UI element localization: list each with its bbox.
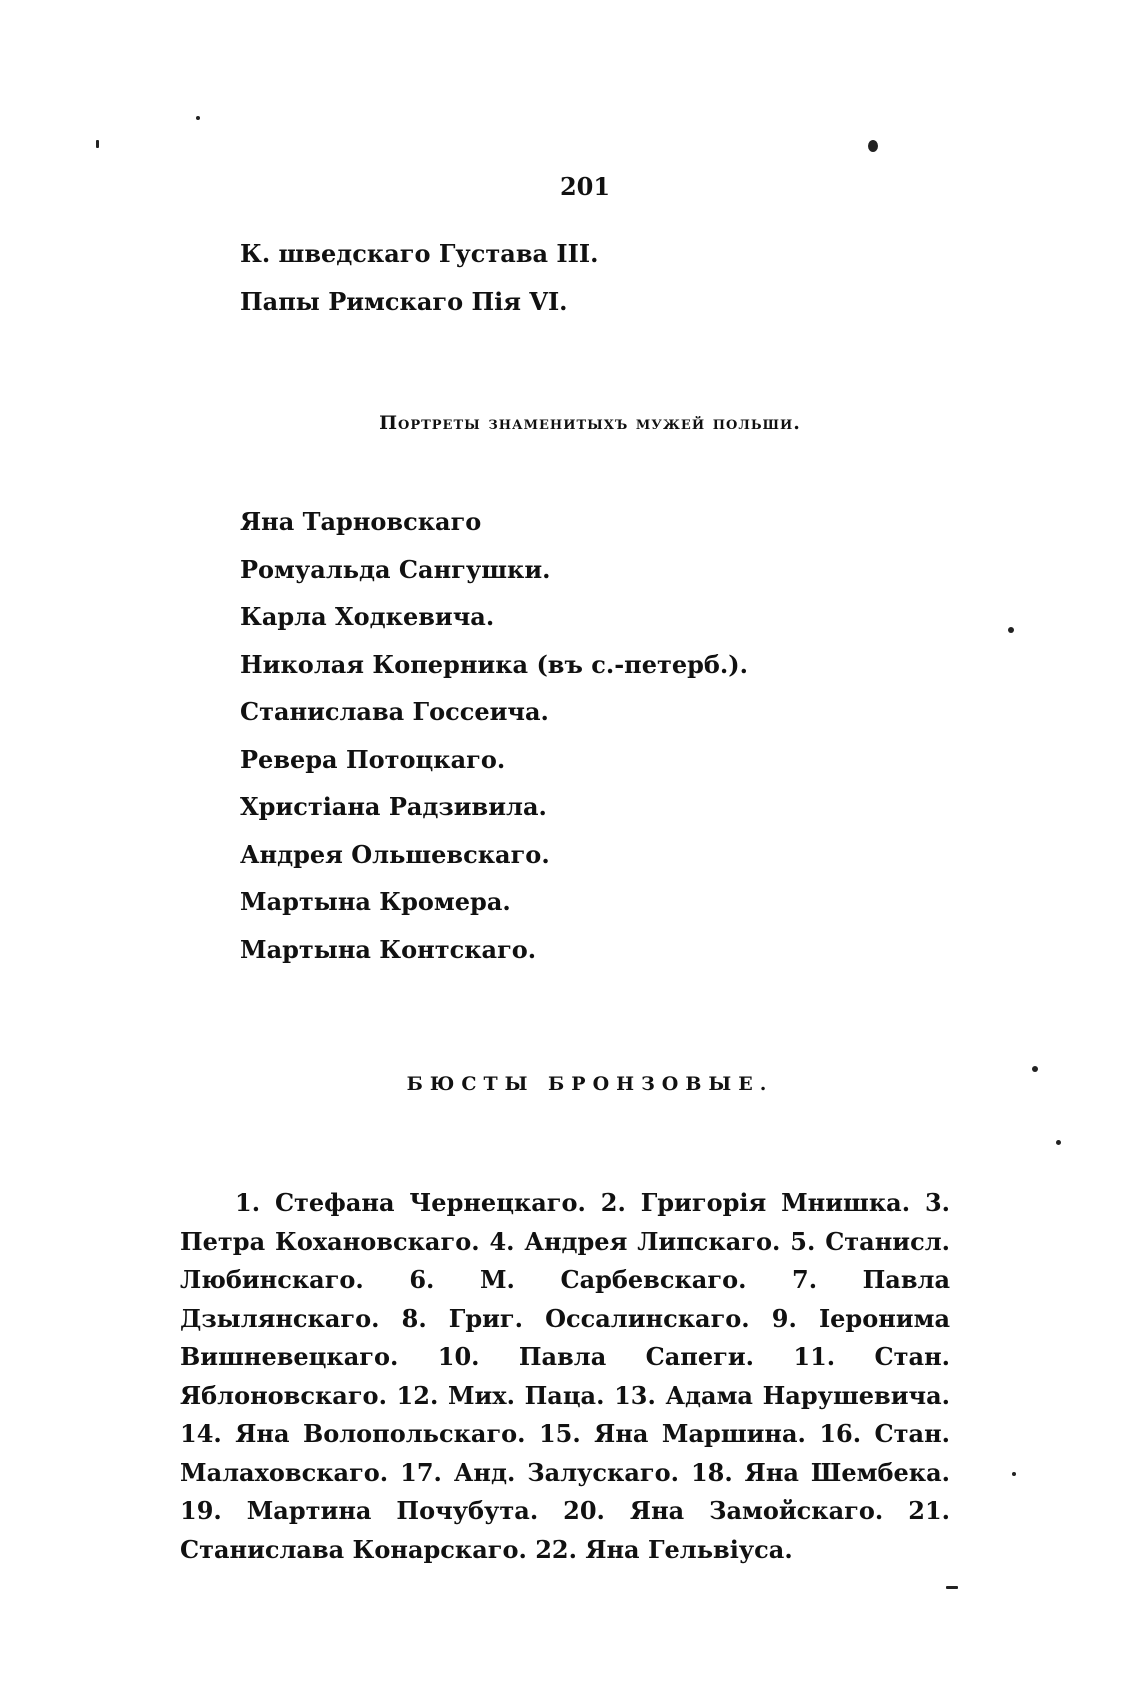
section-heading-portraits: Портреты знаменитыхъ мужей польши. (379, 412, 801, 434)
list-item: Андрея Ольшевскаго. (240, 839, 550, 869)
list-item: Мартына Кромера. (240, 887, 511, 916)
scan-speck (1056, 1140, 1061, 1145)
list-item: Мартына Контскаго. (240, 934, 537, 964)
list-item: Карла Ходкевича. (240, 602, 495, 631)
page-number: 201 (559, 172, 611, 201)
portrait-list (240, 498, 940, 973)
scan-speck (196, 116, 200, 120)
scan-speck (1012, 1472, 1016, 1476)
list-item: Николая Коперника (въ с.-петерб.). (240, 649, 748, 679)
continued-list (240, 230, 940, 326)
scan-speck (1032, 1066, 1038, 1072)
scan-speck (868, 140, 878, 152)
section-heading-busts: БЮСТЫ БРОНЗОВЫЕ. (406, 1073, 774, 1095)
list-item: Христіана Радзивила. (240, 792, 547, 821)
scan-speck (946, 1586, 958, 1589)
scan-speck (96, 140, 99, 148)
busts-paragraph: 1. Стефана Чернецкаго. 2. Григорія Мнишка. 3. Петра Кохановскаго. 4. Андрея Липскаго. 5. Станисл. Любинскаго. 6. М. Сарбевскаго. 7. Павла Дзылянскаго. 8. Григ. Оссалинскаго. 9. Іеронима Вишневецкаго. 10. Павла Сапеги. 11. Стан. Яблоновскаго. 12. Мих. Паца. 13. Адама Нарушевича. 14. Яна Волопольскаго. 15. Яна Маршина. 16. Стан. Малаховскаго. 17. Анд. Залускаго. 18. Яна Шембека. 19. Мартина Почубута. 20. Яна Замойскаго. 21. Станислава Конарскаго. 22. Яна Гельвіуса. (180, 1188, 950, 1564)
list-item: Яна Тарновскаго (240, 507, 482, 536)
list-item: Папы Римскаго Пія VI. (240, 287, 568, 316)
list-item: Ревера Потоцкаго. (240, 744, 506, 774)
list-item: Ромуальда Сангушки. (240, 554, 551, 584)
list-item: К. шведскаго Густава III. (240, 239, 599, 268)
list-item: Станислава Госсеича. (240, 697, 549, 726)
scan-speck (1008, 627, 1014, 633)
